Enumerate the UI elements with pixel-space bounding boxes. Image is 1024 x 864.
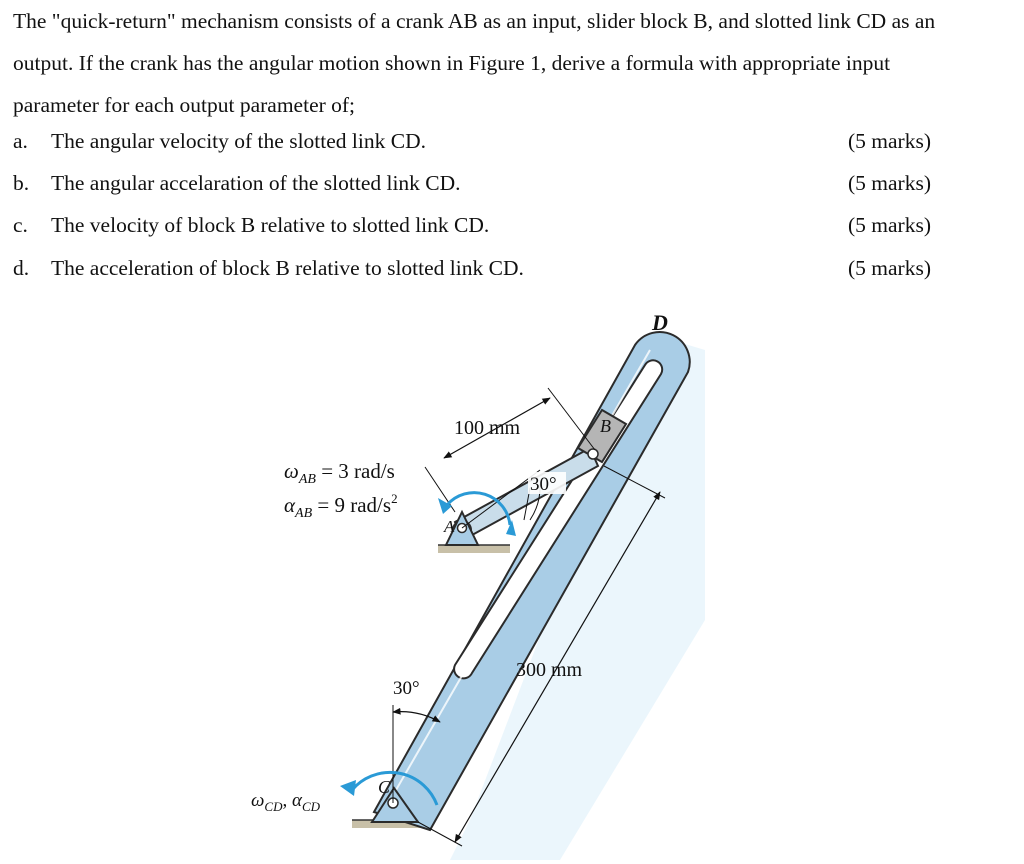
omega-cd-arrowhead [340, 780, 356, 796]
question-letter: c. [13, 213, 28, 237]
omega-ab-arrowhead-end [506, 520, 516, 536]
omega-symbol: ω [284, 459, 299, 483]
dimension-300-label: 300 mm [516, 659, 583, 681]
question-marks: (5 marks) [848, 171, 931, 195]
question-marks: (5 marks) [848, 129, 931, 153]
question-text: The acceleration of block B relative to slotted link CD. [51, 256, 524, 280]
alpha-symbol: α [284, 493, 296, 517]
omega-subscript: AB [298, 472, 316, 487]
question-text: The angular accelaration of the slotted link CD. [51, 171, 461, 195]
question-c [13, 204, 931, 246]
dimension-100-label: 100 mm [454, 417, 521, 439]
question-marks: (5 marks) [848, 213, 931, 237]
omega-subscript: CD [264, 799, 283, 814]
label-d: D [652, 310, 668, 335]
question-text: The velocity of block B relative to slotted link CD. [51, 213, 490, 237]
label-a: A [444, 517, 455, 536]
question-marks: (5 marks) [848, 256, 931, 280]
omega-alpha-cd-label [251, 790, 321, 814]
support-a-ground [438, 545, 510, 553]
label-c: C [378, 777, 391, 797]
alpha-subscript: CD [301, 799, 321, 814]
angle-crank-label: 30° [530, 474, 557, 495]
alpha-symbol: α [291, 790, 302, 811]
question-letter: b. [13, 171, 30, 195]
omega-ab-label [284, 459, 395, 487]
question-a [13, 120, 931, 162]
quick-return-mechanism-figure [230, 296, 710, 864]
comma: , [282, 790, 292, 811]
link-shadow [450, 335, 705, 860]
angle-link-label: 30° [393, 678, 420, 699]
omega-ab-value: = 3 rad/s [315, 459, 395, 483]
label-b: B [600, 416, 611, 436]
question-letter: a. [13, 129, 28, 153]
alpha-ab-label [284, 491, 398, 521]
question-text: The angular velocity of the slotted link CD. [51, 129, 426, 153]
question-d [13, 247, 931, 289]
alpha-subscript: AB [295, 506, 313, 521]
omega-symbol: ω [251, 790, 265, 811]
question-letter: d. [13, 256, 30, 280]
question-b [13, 162, 931, 204]
problem-statement: The "quick-return" mechanism consists of a crank AB as an input, slider block B, and slotted link CD as an output. If the crank has the angular motion shown in Figure 1, derive a formula with appropriate input parameter for each output parameter of; [13, 9, 936, 117]
alpha-ab-exponent: 2 [391, 491, 398, 506]
alpha-ab-value: = 9 rad/s [312, 493, 392, 517]
